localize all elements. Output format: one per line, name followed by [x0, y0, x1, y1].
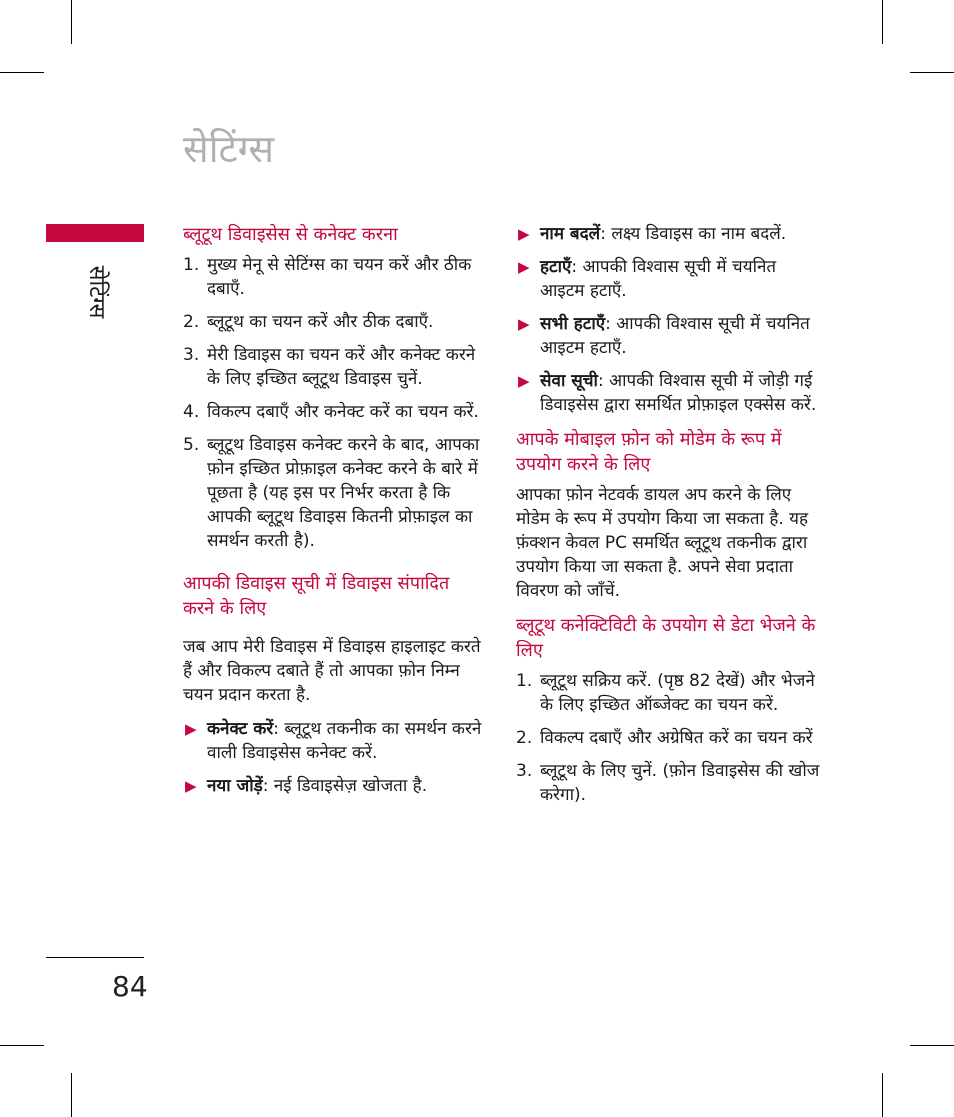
option-term: सभी हटाएँ: [540, 314, 606, 334]
page-number: 84: [112, 970, 148, 1003]
option-desc: : आपकी विश्वास सूची में जोड़ी गई डिवाइसेस द्वारा समर्थित प्रोफ़ाइल एक्सेस करें.: [540, 371, 817, 415]
option-term: कनेक्ट करें: [207, 719, 274, 739]
crop-mark: [910, 1045, 954, 1046]
step-number: 4.: [183, 402, 200, 422]
crop-mark: [882, 0, 883, 44]
step-number: 5.: [183, 435, 200, 455]
step-number: 1.: [516, 671, 533, 691]
option-desc: : ब्लूटूथ तकनीक का समर्थन करने वाली डिवाइसेस कनेक्ट करें.: [207, 719, 482, 763]
step-text: विकल्प दबाएँ और अग्रेषित करें का चयन करें: [540, 728, 813, 748]
step-item: [516, 759, 821, 807]
section-heading: आपके मोबाइल फ़ोन को मोडेम के रूप में उपयोग करने के लिए: [516, 429, 782, 475]
step-text: ब्लूटूथ सक्रिय करें. (पृष्ठ 82 देखें) और भेजने के लिए इच्छित ऑब्जेक्ट का चयन करें.: [540, 671, 815, 715]
step-number: 2.: [516, 728, 533, 748]
step-text: मेरी डिवाइस का चयन करें और कनेक्ट करने के लिए इच्छित ब्लूटूथ डिवाइस चुनें.: [207, 345, 476, 389]
step-item: [183, 343, 485, 391]
option-desc: : लक्ष्य डिवाइस का नाम बदलें.: [600, 224, 787, 244]
step-text: ब्लूटूथ के लिए चुनें. (फ़ोन डिवाइसेस की खोज करेगा).: [540, 761, 820, 805]
option-list: [516, 222, 821, 417]
crop-mark: [0, 1045, 44, 1046]
option-item: [183, 717, 485, 765]
option-item: [516, 222, 821, 246]
step-text: ब्लूटूथ का चयन करें और ठीक दबाएँ.: [207, 312, 434, 332]
crop-mark: [71, 1073, 72, 1117]
step-number: 2.: [183, 312, 200, 332]
step-item: [516, 669, 821, 717]
section-heading: ब्लूटूथ डिवाइसेस से कनेक्ट करना: [183, 224, 398, 245]
footer-rule: [46, 957, 144, 958]
step-text: मुख्य मेनू से सेटिंग्स का चयन करें और ठीक दबाएँ.: [207, 255, 472, 299]
option-term: नाम बदलें: [540, 224, 601, 244]
crop-mark: [910, 72, 954, 73]
option-desc: : आपकी विश्वास सूची में चयनित आइटम हटाएँ.: [540, 257, 777, 301]
triangle-bullet-icon: ▶: [518, 372, 530, 390]
crop-mark: [0, 72, 44, 73]
page-title: सेटिंग्स: [183, 127, 275, 171]
step-item: [183, 253, 485, 301]
option-term: हटाएँ: [540, 257, 572, 277]
triangle-bullet-icon: ▶: [518, 258, 530, 276]
crop-mark: [882, 1073, 883, 1117]
step-item: [183, 433, 485, 553]
step-item: [183, 400, 485, 424]
step-list: [516, 669, 821, 807]
option-desc: : आपकी विश्वास सूची में चयनित आइटम हटाएँ.: [540, 314, 810, 358]
step-text: विकल्प दबाएँ और कनेक्ट करें का चयन करें.: [207, 402, 479, 422]
option-term: नया जोड़ें: [207, 776, 263, 796]
option-item: [516, 369, 821, 417]
triangle-bullet-icon: ▶: [185, 720, 197, 738]
crop-mark: [71, 0, 72, 44]
option-list: [183, 717, 485, 798]
step-number: 1.: [183, 255, 200, 275]
option-item: [516, 312, 821, 360]
step-item: [516, 726, 821, 750]
step-item: [183, 310, 485, 334]
step-number: 3.: [183, 345, 200, 365]
option-item: [516, 255, 821, 303]
triangle-bullet-icon: ▶: [185, 777, 197, 795]
right-column: [516, 222, 821, 817]
triangle-bullet-icon: ▶: [518, 225, 530, 243]
option-desc: : नई डिवाइसेज़ खोजता है.: [262, 776, 428, 796]
section-heading: ब्लूटूथ कनेक्टिविटी के उपयोग से डेटा भेजने के लिए: [516, 615, 816, 661]
intro-paragraph: जब आप मेरी डिवाइस में डिवाइस हाइलाइट करते हैं और विकल्प दबाते हैं तो आपका फ़ोन निम्न चयन प्रदान करता है.: [183, 637, 481, 705]
body-paragraph: आपका फ़ोन नेटवर्क डायल अप करने के लिए मोडेम के रूप में उपयोग किया जा सकता है. यह फ़ंक्शन केवल PC समर्थित ब्लूटूथ तकनीक द्वारा उपयोग किया जा सकता है. अपने सेवा प्रदाता विवरण को जाँचें.: [516, 485, 809, 601]
side-section-label: सेटिंग्स: [84, 265, 109, 319]
step-number: 3.: [516, 761, 533, 781]
step-list: [183, 253, 485, 553]
option-item: [183, 774, 485, 798]
triangle-bullet-icon: ▶: [518, 315, 530, 333]
step-text: ब्लूटूथ डिवाइस कनेक्ट करने के बाद, आपका फ़ोन इच्छित प्रोफ़ाइल कनेक्ट करने के बारे में पूछता है (यह इस पर निर्भर करता है कि आपकी ब्लूटूथ डिवाइस कितनी प्रोफ़ाइल का समर्थन करती है).: [207, 435, 480, 551]
section-tab-bar: [46, 224, 144, 242]
option-term: सेवा सूची: [540, 371, 598, 391]
section-heading: आपकी डिवाइस सूची में डिवाइस संपादित करने के लिए: [183, 573, 450, 619]
left-column: [183, 222, 485, 808]
